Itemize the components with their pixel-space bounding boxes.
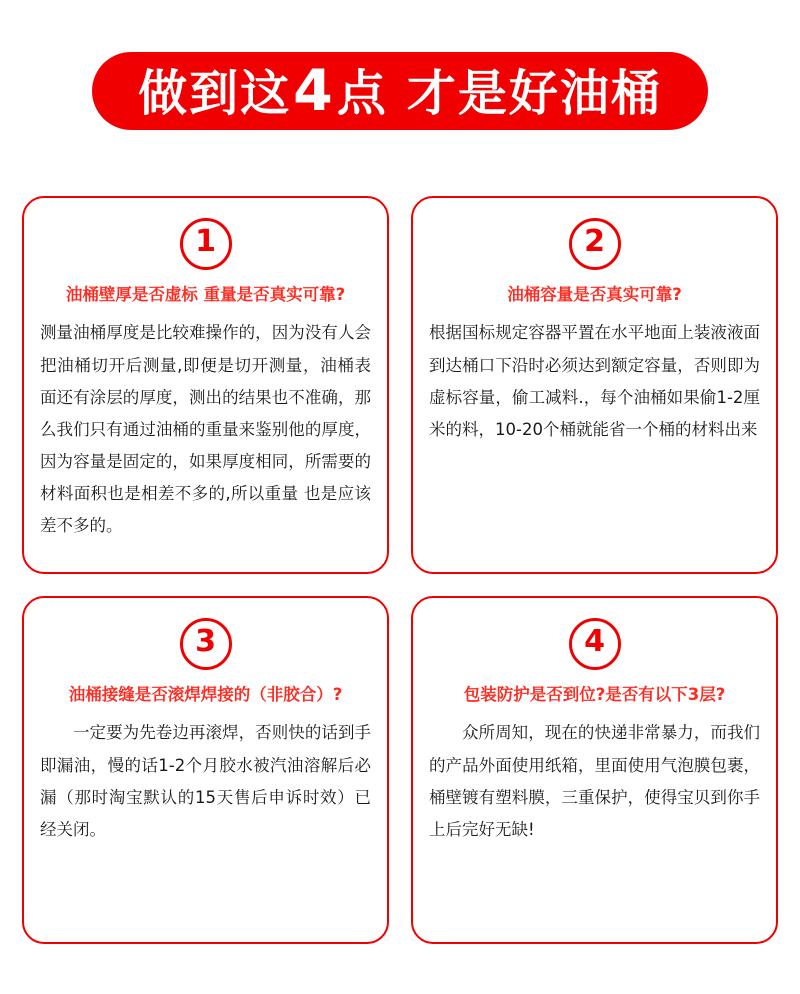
header-banner-wrapper — [0, 52, 800, 130]
feature-card-grid — [22, 196, 778, 944]
feature-card-3 — [22, 596, 389, 944]
card-heading: 包装防护是否到位?是否有以下3层? — [463, 685, 726, 704]
card-number-badge: 4 — [569, 618, 621, 670]
page-title — [138, 57, 662, 124]
page-title-number: 4 — [293, 57, 335, 124]
feature-card-4 — [411, 596, 778, 944]
card-body: 测量油桶厚度是比较难操作的，因为没有人会把油桶切开后测量,即便是切开测量，油桶表面还有涂层的厚度，测出的结果也不准确，那么我们只有通过油桶的重量来鉴别他的厚度，因为容量是固定的，如果厚度相同，所需要的材料面积也是相差不多的,所以重量 也是应该差不多的。 — [40, 323, 371, 536]
page-title-prefix: 做到这 — [138, 64, 292, 122]
feature-card-2 — [411, 196, 778, 574]
feature-card-1 — [22, 196, 389, 574]
card-number-badge: 3 — [180, 618, 232, 670]
card-heading: 油桶容量是否真实可靠? — [507, 285, 682, 304]
card-number-badge: 1 — [180, 218, 232, 270]
card-number-badge: 2 — [569, 218, 621, 270]
card-heading: 油桶壁厚是否虚标 重量是否真实可靠? — [65, 285, 346, 304]
card-heading: 油桶接缝是否滚焊焊接的（非胶合）? — [68, 685, 343, 704]
header-banner — [92, 52, 708, 130]
card-body: 一定要为先卷边再滚焊，否则快的话到手即漏油，慢的话1-2个月胶水被汽油溶解后必漏（那时淘宝默认的15天售后申诉时效）已经关闭。 — [40, 723, 371, 839]
card-body: 根据国标规定容器平置在水平地面上装液液面到达桶口下沿时必须达到额定容量，否则即为虚标容量，偷工减料.，每个油桶如果偷1-2厘米的料，10-20个桶就能省一个桶的材料出来 — [429, 323, 760, 439]
page-title-suffix: 点 才是好油桶 — [336, 64, 662, 122]
card-body: 众所周知，现在的快递非常暴力，而我们的产品外面使用纸箱，里面使用气泡膜包裹，桶壁镀有塑料膜，三重保护，使得宝贝到你手上后完好无缺! — [429, 723, 760, 839]
